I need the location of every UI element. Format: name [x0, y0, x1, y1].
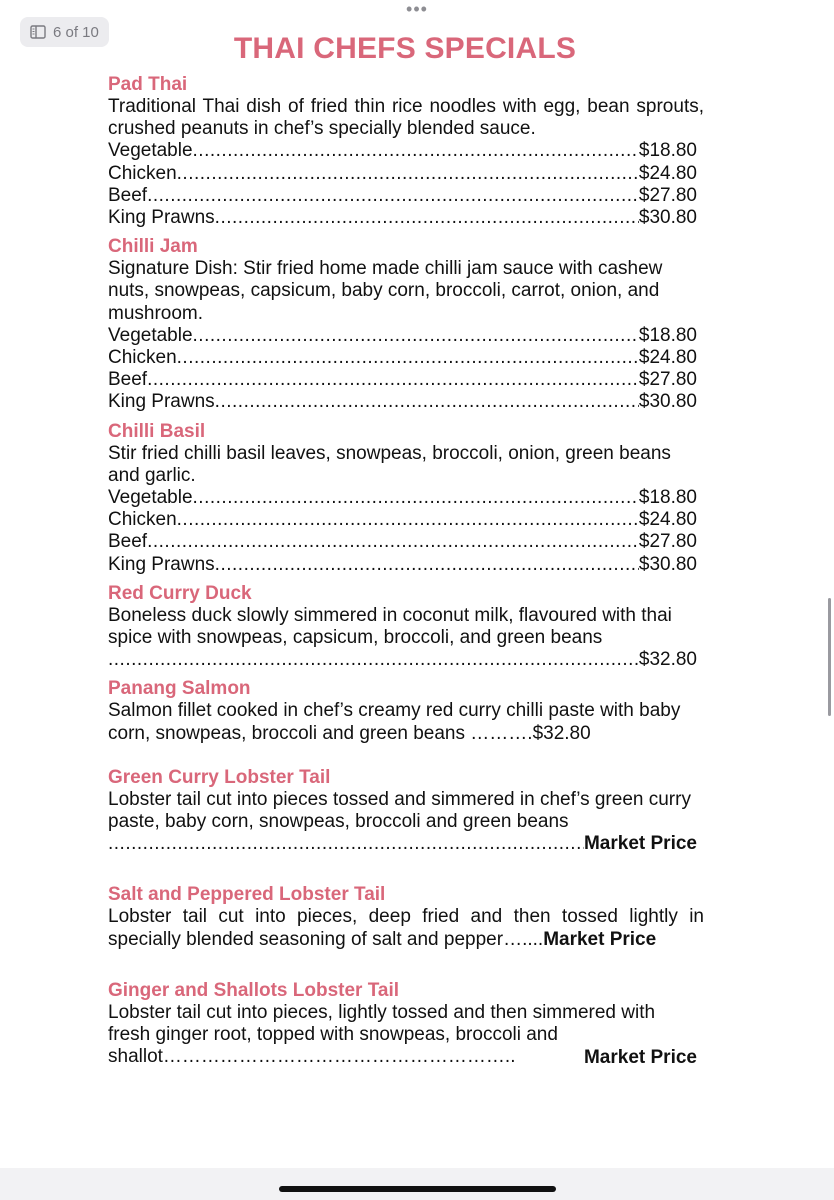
price-option-label: King Prawns	[108, 391, 215, 413]
menu-content	[108, 74, 708, 1069]
dot-leader	[215, 391, 639, 413]
price-value: $27.80	[638, 369, 697, 391]
price-value: $30.80	[638, 553, 697, 575]
price-row	[108, 140, 697, 162]
price-row	[108, 207, 697, 229]
menu-title: THAI CHEFS SPECIALS	[233, 32, 577, 65]
price-value: Market Price	[543, 928, 657, 950]
dish-description-text: Lobster tail cut into pieces, lightly tossed and then simmered with fresh ginger root, topped with snowpeas, broccoli and shallot	[108, 1001, 656, 1068]
dish-description: Boneless duck slowly simmered in coconut milk, flavoured with thai spice with snowpeas, capsicum, broccoli, and green beans	[108, 604, 672, 649]
price-value: $32.80	[638, 649, 697, 671]
price-row	[108, 833, 697, 855]
dish-description-text: Salmon fillet cooked in chef’s creamy red curry chilli paste with baby corn, snowpeas, broccoli and green beans	[108, 700, 681, 744]
price-option-label: Vegetable	[108, 140, 193, 162]
dot-leader	[147, 531, 639, 553]
price-option-label: Beef	[108, 369, 148, 391]
price-value: $27.80	[638, 531, 697, 553]
dot-leader	[193, 140, 639, 162]
price-option-label: Chicken	[108, 347, 177, 369]
dot-leader: ……….	[465, 722, 533, 744]
price-row	[108, 369, 697, 391]
menu-section-chilli-basil	[108, 421, 708, 576]
dot-leader	[177, 347, 639, 369]
price-row	[108, 487, 697, 509]
dish-description: Traditional Thai dish of fried thin rice noodles with egg, bean sprouts, crushed peanuts in chef’s specially blended sauce.	[108, 96, 704, 140]
price-value: Market Price	[583, 1046, 697, 1068]
price-option-label: Vegetable	[108, 324, 193, 346]
price-row	[108, 649, 697, 671]
scroll-indicator[interactable]	[828, 598, 831, 716]
price-value: $27.80	[638, 184, 697, 206]
price-row	[108, 554, 697, 576]
price-option-label: Chicken	[108, 162, 177, 184]
price-option-label: Beef	[108, 184, 148, 206]
price-value: $32.80	[532, 722, 591, 744]
dot-leader	[108, 649, 639, 671]
page-indicator-text: 6 of 10	[53, 23, 99, 41]
home-indicator[interactable]	[279, 1186, 556, 1192]
dish-description: Stir fried chilli basil leaves, snowpeas, broccoli, onion, green beans and garlic.	[108, 442, 671, 486]
price-option-label: Vegetable	[108, 487, 193, 509]
dish-heading: Green Curry Lobster Tail	[108, 766, 331, 788]
dot-leader	[177, 163, 639, 185]
price-value: $18.80	[638, 324, 697, 346]
price-row	[108, 347, 697, 369]
dish-description	[108, 700, 708, 744]
price-value: Market Price	[583, 833, 697, 855]
price-value: $24.80	[638, 509, 697, 531]
dish-heading: Panang Salmon	[108, 678, 251, 700]
dot-leader	[108, 833, 584, 855]
dot-leader	[193, 487, 639, 509]
menu-section-pad-thai	[108, 74, 708, 229]
dish-description	[108, 906, 704, 950]
dot-leader	[177, 509, 639, 531]
dish-description: Lobster tail cut into pieces tossed and simmered in chef’s green curry paste, baby corn, snowpeas, broccoli and green beans	[108, 788, 691, 833]
price-row	[108, 325, 697, 347]
dish-description-text: Lobster tail cut into pieces, deep fried and then tossed lightly in specially blended seasoning of salt and pepper	[108, 906, 704, 950]
price-option-label: King Prawns	[108, 553, 215, 575]
menu-section-salt-and-peppered-lobster-tail	[108, 884, 708, 950]
menu-section-panang-salmon	[108, 678, 708, 744]
dot-leader: …....	[503, 928, 544, 950]
price-row	[108, 163, 697, 185]
dish-heading: Salt and Peppered Lobster Tail	[108, 884, 386, 906]
dish-heading: Chilli Basil	[108, 420, 206, 442]
menu-section-red-curry-duck	[108, 583, 708, 672]
price-option-label: Chicken	[108, 509, 177, 531]
menu-section-chilli-jam	[108, 236, 708, 413]
dot-leader	[215, 207, 639, 229]
dot-leader	[193, 325, 639, 347]
menu-section-green-curry-lobster-tail	[108, 767, 708, 856]
price-option-label: Beef	[108, 531, 148, 553]
price-value: $18.80	[638, 487, 697, 509]
dish-heading: Ginger and Shallots Lobster Tail	[108, 979, 400, 1001]
price-row	[108, 509, 697, 531]
price-option-label: King Prawns	[108, 207, 215, 229]
price-value: $18.80	[638, 140, 697, 162]
dish-description: Signature Dish: Stir fried home made chilli jam sauce with cashew nuts, snowpeas, capsicum, baby corn, broccoli, carrot, onion, and mushroom.	[108, 258, 663, 324]
price-value: $30.80	[638, 391, 697, 413]
dot-leader	[215, 554, 639, 576]
price-value: $30.80	[638, 207, 697, 229]
dot-leader	[147, 185, 639, 207]
menu-section-ginger-and-shallots-lobster-tail	[108, 980, 708, 1069]
dish-heading: Chilli Jam	[108, 236, 198, 258]
price-value: $24.80	[638, 347, 697, 369]
price-row	[108, 531, 697, 553]
price-row	[108, 185, 697, 207]
dot-leader: ………………………………………………..	[162, 1046, 516, 1068]
dish-heading: Pad Thai	[108, 74, 188, 95]
price-value: $24.80	[638, 162, 697, 184]
dish-heading: Red Curry Duck	[108, 582, 252, 604]
more-options-icon[interactable]: •••	[406, 0, 428, 19]
price-row	[108, 391, 697, 413]
dot-leader	[147, 369, 639, 391]
